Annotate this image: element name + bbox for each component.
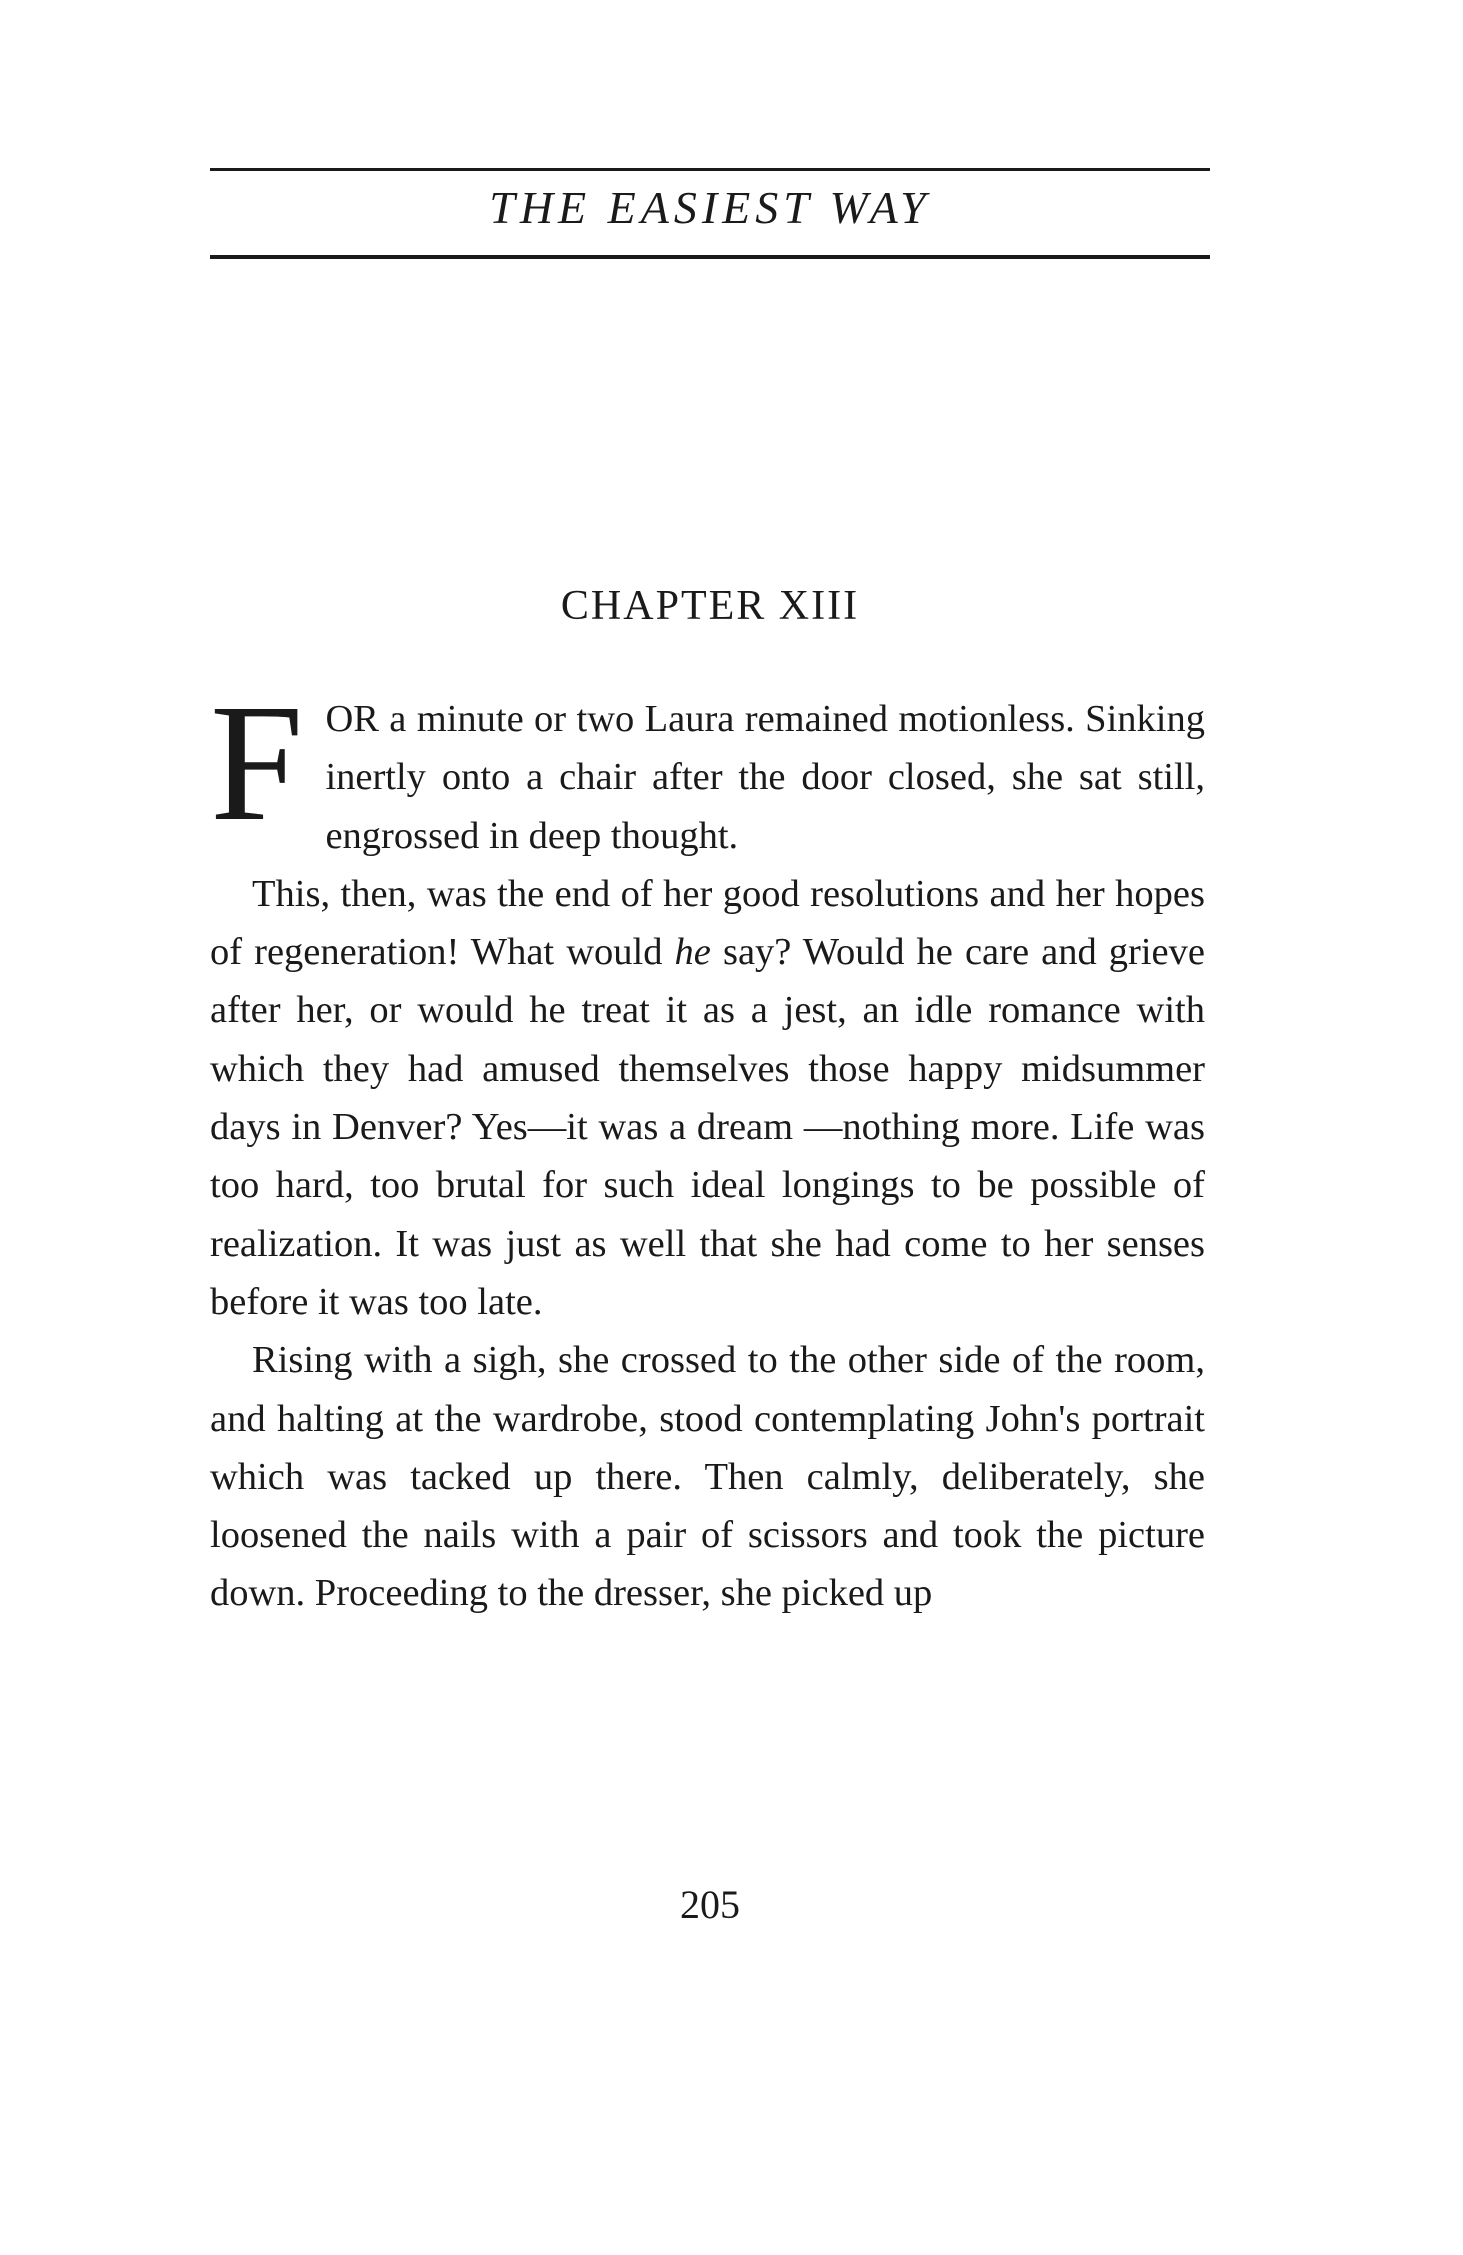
chapter-title: CHAPTER XIII xyxy=(560,583,860,629)
paragraph-2-text-before: This, then, was the end of her good resolutions and her hopes of regeneration! What would xyxy=(210,872,1205,974)
paragraph-1-text: OR a minute or two Laura remained motionless. Sinking inertly onto a chair after the door closed, she sat still, engrossed in deep thought. xyxy=(325,698,1205,857)
header-rule-top xyxy=(210,168,1210,171)
paragraph-3-text: Rising with a sigh, she crossed to the other side of the room, and halting at the wardrobe, stood contemplating John's portrait which was tacked up there. Then calmly, deliberately, she loosened the nails with a pair of scissors and took the picture down. Proceeding to the dresser, she picked up xyxy=(210,1339,1205,1615)
paragraph-3 xyxy=(210,1331,1205,1622)
paragraph-1 xyxy=(210,670,1205,865)
running-head: THE EASIEST WAY xyxy=(489,182,931,233)
drop-cap: F xyxy=(210,670,304,856)
paragraph-2-text-after: say? Would he care and grieve after her, or would he treat it as a jest, an idle romance with which they had amused themselves those happy midsummer days in Denver? Yes—it was a dream —nothing more. Life was too hard, too brutal for such ideal longings to be possible of realization. It was just as well that she had come to her senses before it was too late. xyxy=(210,931,1205,1323)
body-text xyxy=(210,670,1205,1623)
paragraph-2 xyxy=(210,865,1205,1331)
page-number: 205 xyxy=(680,1882,740,1927)
paragraph-2-emphasis: he xyxy=(674,931,711,974)
header-rule-bottom xyxy=(210,255,1210,259)
